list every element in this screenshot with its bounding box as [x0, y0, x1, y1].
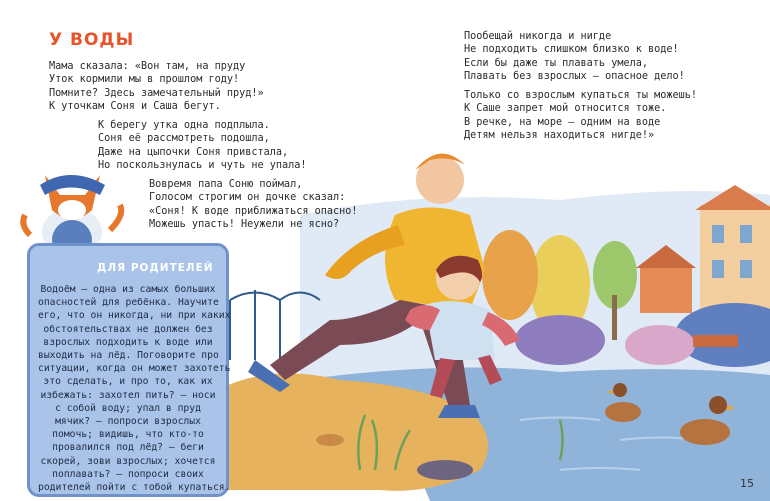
parents-note-line: это сделать, и про то, как их — [43, 376, 213, 388]
small-house — [640, 265, 692, 313]
parents-note-text — [38, 283, 231, 494]
page-title: У ВОДЫ — [49, 30, 135, 50]
poem-line: Уток кормили мы в прошлом году! — [49, 74, 240, 86]
poem-stanza-4 — [464, 30, 685, 84]
poem-line: Не подходить слишком близко к воде! — [464, 44, 679, 56]
poem-line: К берегу утка одна подплыла. — [98, 120, 270, 131]
parents-note-line: родителей пойти с тобой купаться. — [38, 482, 231, 494]
bush-purple — [515, 315, 605, 365]
poem-stanza-5 — [464, 89, 697, 143]
parents-note-heading: ДЛЯ РОДИТЕЛЕЙ — [97, 262, 214, 274]
poem-line: «Соня! К воде приближаться опасно! — [149, 205, 358, 217]
parents-note-line: обстоятельствах не должен без — [43, 323, 213, 335]
bench — [693, 335, 738, 347]
poem-stanza-3 — [149, 178, 358, 232]
poem-line: Вовремя папа Соню поймал, — [149, 179, 303, 190]
bush-pink — [625, 325, 695, 365]
tree-orange — [482, 230, 538, 320]
poem-line: Даже на цыпочки Соня привстала, — [98, 146, 289, 158]
parents-note-line: провалился под лёд? – беги — [52, 442, 204, 454]
parents-note-line: выходить на лёд. Поговорите про — [38, 350, 219, 362]
poem-line: Соня её рассмотреть подошла, — [98, 133, 270, 145]
poem-line: К уточкам Соня и Саша бегут. — [49, 101, 221, 113]
parents-note-line: поплавать? – попроси своих — [52, 468, 204, 480]
parents-note-line: его, что он никогда, ни при каких — [38, 310, 231, 322]
poem-line: Голосом строгим он дочке сказал: — [149, 192, 346, 204]
page-number: 15 — [740, 477, 754, 490]
parents-note-line: мячик? – попроси взрослых — [55, 416, 201, 428]
parents-note-line: Водоём – одна из самых больших — [40, 284, 216, 295]
poem-line: Помните? Здесь замечательный пруд!» — [49, 87, 264, 99]
rock — [417, 460, 473, 480]
poem-line: Пообещай никогда и нигде — [464, 31, 612, 42]
poem-line: В речке, на море – одним на воде — [464, 116, 661, 128]
parents-note-line: ситуации, когда он может захотеть — [38, 363, 231, 375]
poem-line: Детям нельзя находиться нигде!» — [464, 130, 655, 142]
parents-note-line: избежать: захотел пить? – носи — [40, 389, 216, 401]
poem-line: Можешь упасть! Неужели не ясно? — [149, 219, 340, 231]
poem-line: Только со взрослым купаться ты можешь! — [464, 90, 698, 101]
poem-stanza-2 — [98, 119, 307, 173]
tree-trunk — [612, 295, 617, 340]
poem-line: Но поскользнулась и чуть не упала! — [98, 160, 307, 172]
parents-note-line: взрослых подходить к воде или — [43, 336, 213, 348]
poem-line: Мама сказала: «Вон там, на пруду — [49, 61, 246, 72]
poem-line: Плавать без взрослых – опасное дело! — [464, 71, 685, 83]
parents-note-line: помочь; видишь, что кто-то — [52, 429, 204, 441]
parents-note-line: опасностей для ребёнка. Научите — [38, 297, 219, 309]
parents-note-line: с собой воду; упал в пруд — [55, 402, 201, 414]
parents-note-line: скорей, зови взрослых; хочется — [40, 455, 216, 467]
poem-stanza-1 — [49, 60, 264, 114]
poem-line: Если бы даже ты плавать умела, — [464, 57, 649, 69]
poem-line: К Саше запрет мой относится тоже. — [464, 103, 667, 115]
